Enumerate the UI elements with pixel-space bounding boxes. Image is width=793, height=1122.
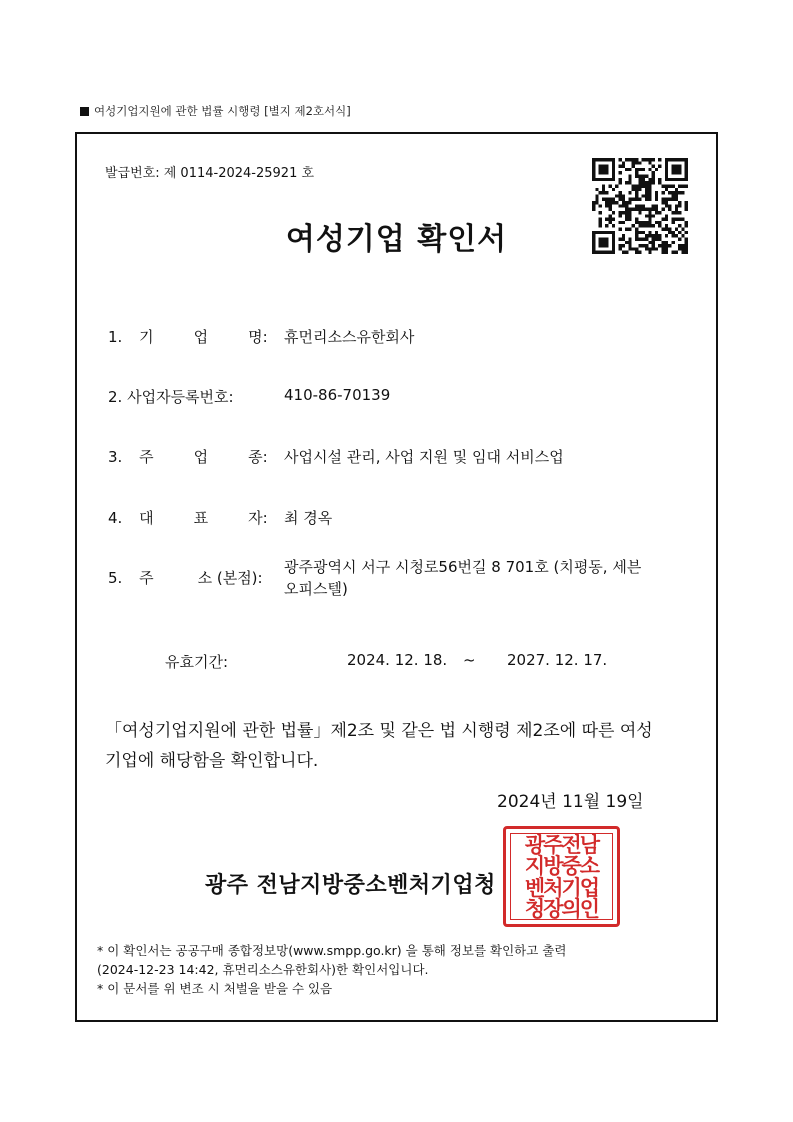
field-address-label: 5. 주 소 (본점): xyxy=(108,569,263,587)
form-header-note xyxy=(80,103,351,119)
field-address-value: 광주광역시 서구 시청로56번길 8 701호 (치평동, 세븐오피스텔) xyxy=(284,558,642,598)
seal-inner-border xyxy=(510,833,613,920)
field-company-name-value: 휴먼리소스유한회사 xyxy=(284,328,415,346)
confirmation-statement: 「여성기업지원에 관한 법률」제2조 및 같은 법 시행령 제2조에 따른 여성기업에 해당함을 확인합니다. xyxy=(105,721,653,771)
issue-number: 발급번호: 제 0114-2024-25921 호 xyxy=(105,166,315,181)
document-title: 여성기업 확인서 xyxy=(285,222,508,257)
seal-line: 광주전남 xyxy=(524,832,599,858)
seal-line: 청장의인 xyxy=(524,895,599,921)
footnote-line: * 이 문서를 위 변조 시 처벌을 받을 수 있음 xyxy=(97,981,333,996)
seal-line: 벤처기업 xyxy=(524,874,599,900)
official-seal-stamp xyxy=(503,826,620,927)
issuing-authority: 광주 전남지방중소벤처기업청 xyxy=(205,873,496,898)
footnotes xyxy=(97,941,566,998)
field-business-number-value: 410-86-70139 xyxy=(284,386,391,404)
validity-start-date: 2024. 12. 18. xyxy=(347,651,448,669)
footnote-line: (2024-12-23 14:42, 휴먼리소스유한회사)한 확인서입니다. xyxy=(97,962,429,977)
issue-date: 2024년 11월 19일 xyxy=(497,792,644,812)
validity-end-date: 2027. 12. 17. xyxy=(507,651,608,669)
field-main-industry-value: 사업시설 관리, 사업 지원 및 임대 서비스업 xyxy=(284,448,564,466)
field-representative-label: 4. 대 표 자: xyxy=(108,509,268,527)
field-business-number-label: 2. 사업자등록번호: xyxy=(108,388,234,406)
form-header-note-text: 여성기업지원에 관한 법률 시행령 [별지 제2호서식] xyxy=(94,104,351,118)
validity-separator: ~ xyxy=(463,651,476,669)
field-representative-value: 최 경옥 xyxy=(284,509,333,527)
seal-line: 지방중소 xyxy=(524,853,599,879)
validity-label: 유효기간: xyxy=(165,653,229,671)
field-main-industry-label: 3. 주 업 종: xyxy=(108,448,268,466)
footnote-line: * 이 확인서는 공공구매 종합정보망(www.smpp.go.kr) 을 통해 정보를 확인하고 출력 xyxy=(97,943,567,958)
black-square-icon xyxy=(80,107,89,116)
field-company-name-label: 1. 기 업 명: xyxy=(108,328,268,346)
